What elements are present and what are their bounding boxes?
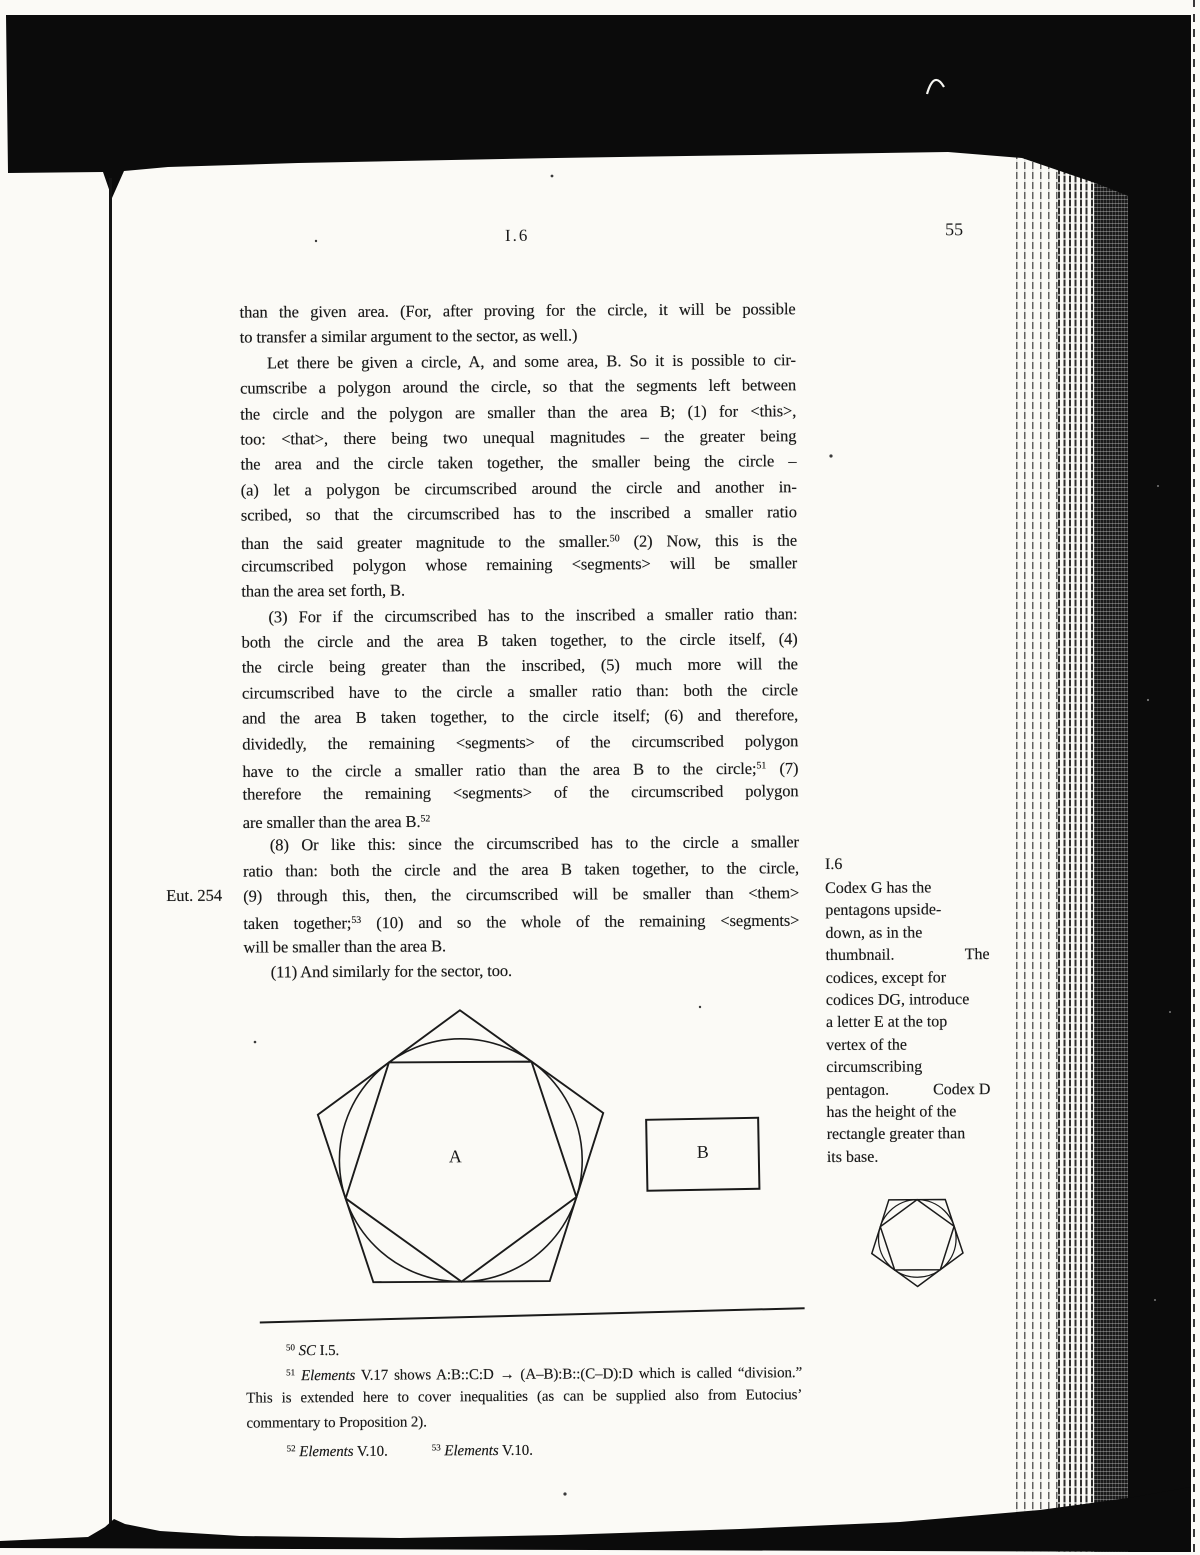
text-line: (9) through this, then, the circumscribed will be smaller than <them> xyxy=(243,883,800,906)
text-line: the area and the circle taken together, the smaller being the circle – xyxy=(240,451,797,474)
text-line: codices, except for xyxy=(825,968,947,987)
text-line: This is extended here to cover inequalities (as can be supplied also from Eutocius’ xyxy=(246,1386,803,1407)
text-line: (a) let a polygon be circumscribed around the circle and another in- xyxy=(240,476,797,500)
text-line: rectangle greater than xyxy=(826,1125,966,1144)
text-line: the circle and the polygon are smaller than the area B; (1) for <this>, xyxy=(240,400,797,424)
figure-label-a: A xyxy=(448,1146,462,1167)
thumbnail-circle xyxy=(878,1199,956,1277)
text-line: and the area B taken together, to the circle itself; (6) and therefore, xyxy=(242,705,799,728)
footnote-rule xyxy=(260,1307,805,1324)
text-line: has the height of the xyxy=(826,1103,957,1121)
text-line: $^{50}$ SC I.5. xyxy=(285,1342,340,1360)
text-line: its base. xyxy=(826,1148,879,1166)
text-line: the circle being greater than the inscribed, (5) much more will the xyxy=(241,654,798,678)
margin-note-body xyxy=(825,877,991,1169)
inscribed-pentagon xyxy=(345,1061,577,1282)
text-line: than the said greater magnitude to the smaller.$^{50}$ (2) Now, this is the xyxy=(240,530,798,553)
text-line: down, as in the xyxy=(825,924,923,942)
figure-thumbnail-diagram xyxy=(864,1189,971,1292)
text-line: circumscribing xyxy=(826,1058,923,1077)
text-line: vertex of the xyxy=(826,1036,908,1054)
text-line: (11) And similarly for the sector, too. xyxy=(270,961,513,982)
text-line: dividedly, the remaining <segments> of the circumscribed polygon xyxy=(242,730,799,754)
text-line: $^{52}$ Elements V.10. $^{53}$ Elements V.10. xyxy=(286,1442,533,1461)
text-line: (8) Or like this: since the circumscribed has to the circle a smaller xyxy=(269,832,799,855)
text-line: a letter E at the top xyxy=(825,1013,948,1032)
body-text xyxy=(240,296,800,985)
text-line: Let there be given a circle, A, and some area, B. So it is possible to cir- xyxy=(266,349,796,373)
text-line: thumbnail. The xyxy=(825,946,990,965)
text-line: to transfer a similar argument to the sector, as well.) xyxy=(239,325,578,347)
text-line: codices DG, introduce xyxy=(825,991,970,1009)
margin-note-right xyxy=(825,853,991,1169)
figure-label-b: B xyxy=(696,1141,709,1162)
text-line: pentagons upside- xyxy=(825,901,942,920)
margin-note-eutocius: Eut. 254 xyxy=(166,885,223,906)
text-line: are smaller than the area B.$^{52}$ xyxy=(242,811,431,832)
text-line: cumscribe a polygon around the circle, so that the segments left between xyxy=(240,375,797,398)
text-line: taken together;$^{53}$ (10) and so the whole of the remaining <segments> xyxy=(243,910,800,934)
text-line: therefore the remaining <segments> of the circumscribed polygon xyxy=(242,781,799,804)
text-line: than the area set forth, B. xyxy=(241,580,406,601)
figure-rectangle-b xyxy=(645,1117,760,1192)
text-line: pentagon. Codex D xyxy=(826,1080,991,1099)
text-line: ratio than: both the circle and the area B taken together, to the circle, xyxy=(242,857,800,881)
text-line: (3) For if the circumscribed has to the inscribed a smaller ratio than: xyxy=(268,603,798,627)
text-line: $^{51}$ Elements V.17 shows A:B::C:D → (A–B):B::(C–D):D which is called “division.” xyxy=(286,1365,803,1385)
text-line: scribed, so that the circumscribed has to the inscribed a smaller ratio xyxy=(240,502,797,525)
text-line: too: <that>, there being two unequal magnitudes – the greater being xyxy=(240,426,797,449)
text-line: will be smaller than the area B. xyxy=(243,936,447,957)
text-line: both the circle and the area B taken together, to the circle itself, (4) xyxy=(241,629,798,652)
text-line: commentary to Proposition 2). xyxy=(246,1414,427,1432)
text-line: have to the circle a smaller ratio than the area B to the circle;$^{51}$ (7) xyxy=(242,758,799,782)
footnotes xyxy=(246,1332,803,1462)
margin-note-heading: I.6 xyxy=(824,855,843,874)
section-heading: I.6 xyxy=(504,225,530,245)
text-line: circumscribed polygon whose remaining <segments> will be smaller xyxy=(241,553,798,576)
text-line: than the given area. (For, after proving for the circle, it will be possible xyxy=(239,299,796,322)
text-line: circumscribed have to the circle a smaller ratio than: both the circle xyxy=(241,680,798,703)
text-line: Codex G has the xyxy=(825,879,932,898)
page-number: 55 xyxy=(945,219,964,240)
